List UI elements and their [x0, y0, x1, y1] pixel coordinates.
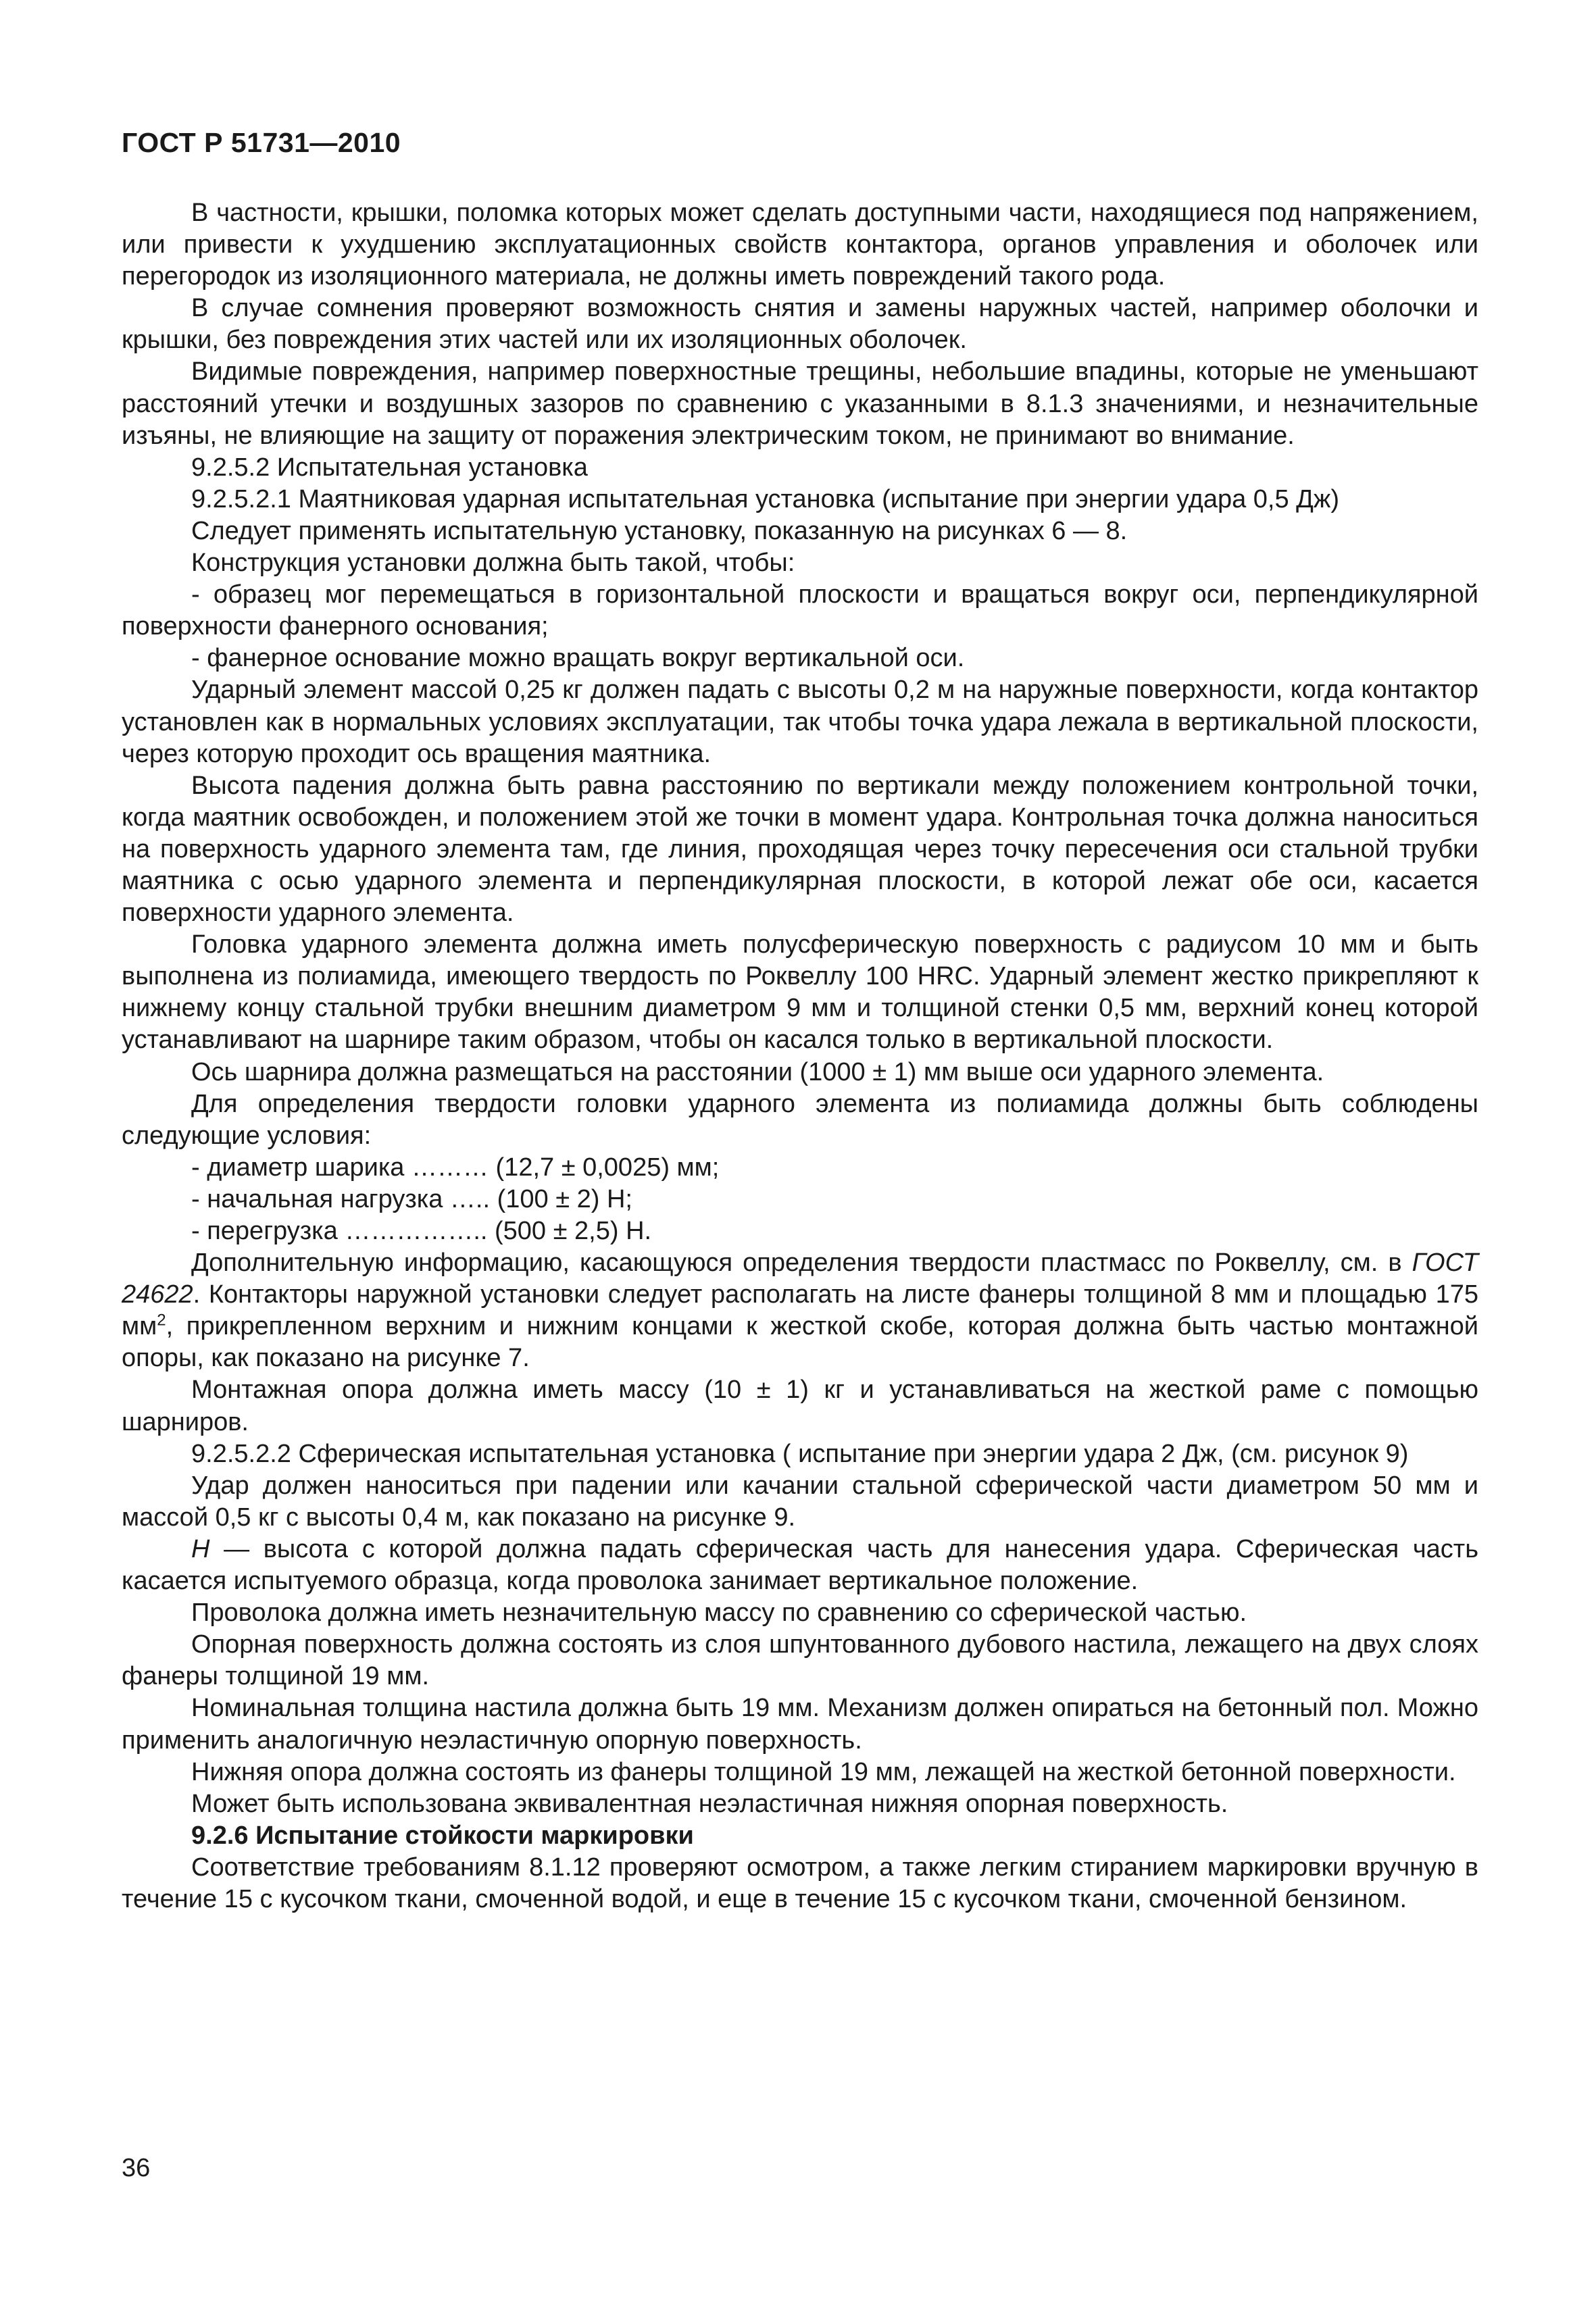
- paragraph: Монтажная опора должна иметь массу (10 ± 1) кг и устанавливаться на жесткой раме с помощью шарниров.: [122, 1376, 1478, 1436]
- standard-reference: ГОСТ 24622: [122, 1249, 1478, 1309]
- paragraph: Проволока должна иметь незначительную массу по сравнению со сферической частью.: [191, 1599, 1247, 1628]
- document-body: [122, 197, 1478, 1915]
- paragraph: Может быть использована эквивалентная неэластичная нижняя опорная поверхность.: [191, 1789, 1228, 1818]
- paragraph: [122, 1247, 1478, 1374]
- list-item: - фанерное основание можно вращать вокруг вертикальной оси.: [191, 644, 965, 673]
- document-header: ГОСТ Р 51731—2010: [122, 127, 401, 158]
- paragraph: Видимые повреждения, например поверхностные трещины, небольшие впадины, которые не уменьшают расстояний утечки и воздушных зазоров по сравнению с указанными в 8.1.3 значениями, и незначительные изъяны, не влияющие на защиту от поражения электрическим током, не принимают во внимание.: [122, 357, 1478, 450]
- text-run: — высота с которой должна падать сферическая часть для нанесения удара. Сферическая часть касается испытуемого образца, когда проволока занимает вертикальное положение.: [122, 1534, 1478, 1596]
- list-item: - диаметр шарика ……… (12,7 ± 0,0025) мм;: [191, 1153, 720, 1182]
- page-number: 36: [122, 2154, 151, 2182]
- paragraph: Нижняя опора должна состоять из фанеры толщиной 19 мм, лежащей на жесткой бетонной поверхности.: [191, 1757, 1456, 1786]
- section-heading: 9.2.5.2 Испытательная установка: [191, 453, 588, 482]
- symbol-h: Н: [191, 1534, 210, 1563]
- paragraph: Удар должен наноситься при падении или качании стальной сферической части диаметром 50 мм и массой 0,5 кг с высоты 0,4 м, как показано на рисунке 9.: [122, 1471, 1478, 1532]
- paragraph: Ось шарнира должна размещаться на расстоянии (1000 ± 1) мм выше оси ударного элемента.: [191, 1057, 1324, 1086]
- paragraph: Конструкция установки должна быть такой, чтобы:: [191, 549, 795, 578]
- paragraph: [122, 1534, 1478, 1597]
- paragraph: Соответствие требованиям 8.1.12 проверяют осмотром, а также легким стиранием маркировки вручную в течение 15 с кусочком ткани, смоченной водой, и еще в течение 15 с кусочком ткани, смоченной бензином.: [122, 1853, 1478, 1913]
- paragraph: Ударный элемент массой 0,25 кг должен падать с высоты 0,2 м на наружные поверхности, когда контактор установлен как в нормальных условиях эксплуатации, так чтобы точка удара лежала в вертикальной плоскости, через которую проходит ось вращения маятника.: [122, 676, 1478, 768]
- paragraph: Высота падения должна быть равна расстоянию по вертикали между положением контрольной точки, когда маятник освобожден, и положением этой же точки в момент удара. Контрольная точка должна наноситься на поверхность ударного элемента там, где линия, проходящая через точку пересечения оси стальной трубки маятника с осью ударного элемента и перпендикулярная плоскости, в которой лежат обе оси, касается поверхности ударного элемента.: [122, 771, 1478, 928]
- paragraph: Для определения твердости головки ударного элемента из полиамида должны быть соблюдены следующие условия:: [122, 1089, 1478, 1150]
- list-item: - образец мог перемещаться в горизонтальной плоскости и вращаться вокруг оси, перпендикулярной поверхности фанерного основания;: [122, 580, 1478, 641]
- list-item: - перегрузка …………….. (500 ± 2,5) Н.: [191, 1217, 652, 1245]
- paragraph: В частности, крышки, поломка которых может сделать доступными части, находящиеся под напряжением, или привести к ухудшению эксплуатационных свойств контактора, органов управления и оболочек или перегородок из изоляционного материала, не должны иметь повреждений такого рода.: [122, 199, 1478, 291]
- subsection-heading: 9.2.5.2.2 Сферическая испытательная установка ( испытание при энергии удара 2 Дж, (см. рисунок 9): [191, 1439, 1409, 1468]
- paragraph: В случае сомнения проверяют возможность снятия и замены наружных частей, например оболочки и крышки, без повреждения этих частей или их изоляционных оболочек.: [122, 294, 1478, 355]
- text-run: Дополнительную информацию, касающуюся определения твердости пластмасс по Роквеллу, см. в: [191, 1249, 1412, 1278]
- paragraph: Номинальная толщина настила должна быть 19 мм. Механизм должен опираться на бетонный пол. Можно применить аналогичную неэластичную опорную поверхность.: [122, 1694, 1478, 1755]
- text-run: . Контакторы наружной установки следует располагать на листе фанеры толщиной 8 мм и площадью 175 мм: [122, 1280, 1478, 1341]
- text-run: , прикрепленном верхним и нижним концами к жесткой скобе, которая должна быть частью монтажной опоры, как показано на рисунке 7.: [122, 1312, 1478, 1373]
- subsection-heading: 9.2.5.2.1 Маятниковая ударная испытательная установка (испытание при энергии удара 0,5 Дж): [191, 484, 1339, 513]
- superscript: 2: [157, 1311, 166, 1330]
- list-item: - начальная нагрузка ….. (100 ± 2) Н;: [191, 1184, 632, 1213]
- paragraph: Головка ударного элемента должна иметь полусферическую поверхность с радиусом 10 мм и быть выполнена из полиамида, имеющего твердость по Роквеллу 100 HRC. Ударный элемент жестко прикрепляют к нижнему концу стальной трубки внешним диаметром 9 мм и толщиной стенки 0,5 мм, верхний конец которой устанавливают на шарнире таким образом, чтобы он касался только в вертикальной плоскости.: [122, 930, 1478, 1055]
- paragraph: Опорная поверхность должна состоять из слоя шпунтованного дубового настила, лежащего на двух слоях фанеры толщиной 19 мм.: [122, 1630, 1478, 1691]
- section-heading: 9.2.6 Испытание стойкости маркировки: [191, 1821, 694, 1850]
- paragraph: Следует применять испытательную установку, показанную на рисунках 6 — 8.: [191, 516, 1128, 545]
